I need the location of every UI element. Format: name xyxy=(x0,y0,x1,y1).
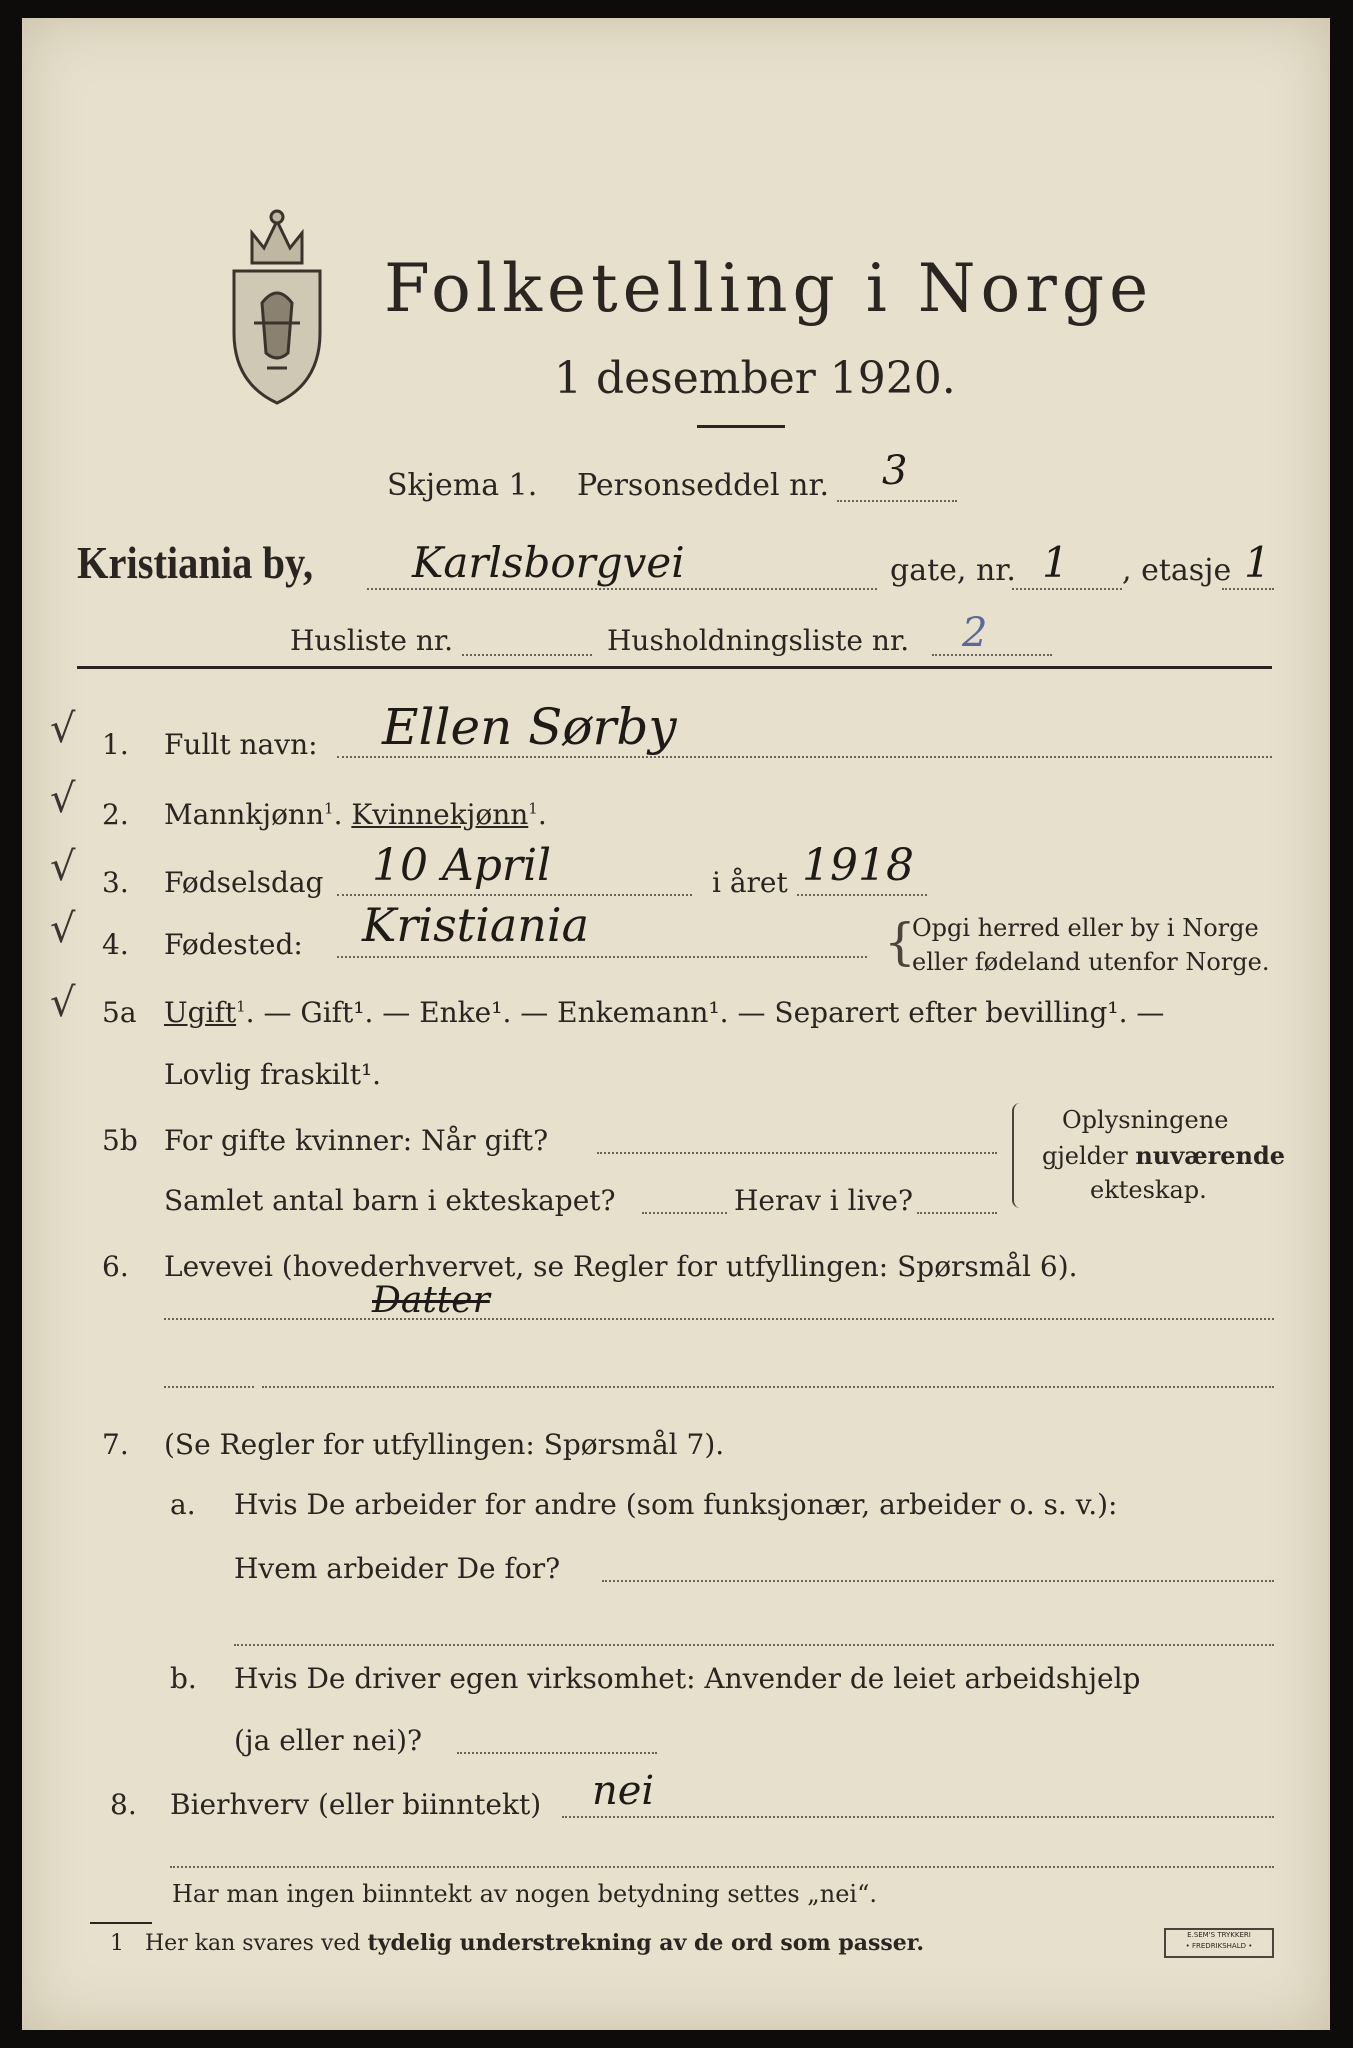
q5b-note-2: gjelder nuværende xyxy=(1042,1141,1286,1170)
personseddel-line xyxy=(837,500,957,502)
etasje-value: 1 xyxy=(1244,538,1271,587)
q5b-note-3: ekteskap. xyxy=(1090,1176,1207,1204)
q5a-line2: Lovlig fraskilt¹. xyxy=(164,1058,382,1091)
q6-line2 xyxy=(262,1386,1274,1388)
q5b-line2b: Herav i live? xyxy=(734,1184,913,1217)
q3-line xyxy=(337,894,692,896)
q6-label: Levevei (hovederhvervet, se Regler for utfyllingen: Spørsmål 6). xyxy=(164,1250,1078,1283)
husliste-label: Husliste nr. xyxy=(290,624,454,657)
husholdning-value: 2 xyxy=(962,610,988,656)
q4-brace-icon: { xyxy=(884,913,916,971)
header-divider xyxy=(77,666,1272,669)
q5b-note-1: Oplysningene xyxy=(1062,1106,1229,1134)
q5a-number: 5a xyxy=(102,996,137,1029)
q8-line xyxy=(562,1816,1274,1818)
etasje-line xyxy=(1222,588,1274,590)
check-mark-3: √ xyxy=(50,844,76,890)
q5b-line2b-dots xyxy=(917,1212,997,1214)
coat-of-arms-icon xyxy=(222,203,332,417)
q3-aret-line xyxy=(797,894,927,896)
gate-nr-line xyxy=(1012,588,1122,590)
q8-number: 8. xyxy=(110,1788,137,1821)
q1-line xyxy=(337,756,1272,758)
q1-label: Fullt navn: xyxy=(164,728,318,761)
check-mark-1: √ xyxy=(50,706,76,752)
q3-aret-value: 1918 xyxy=(802,840,914,891)
husholdning-line xyxy=(932,654,1052,656)
q6-number: 6. xyxy=(102,1250,129,1283)
skjema-label: Skjema 1. xyxy=(387,468,538,503)
personseddel-value: 3 xyxy=(882,448,908,494)
q8-label: Bierhverv (eller biinntekt) xyxy=(170,1788,542,1821)
printer-stamp: E.SEM'S TRYKKERI • FREDRIKSHALD • xyxy=(1164,1928,1274,1958)
q3-value: 10 April xyxy=(372,840,552,891)
option-mannkjonn: Mannkjønn xyxy=(164,798,325,831)
q5b-line2a: Samlet antal barn i ekteskapet? xyxy=(164,1184,616,1217)
q7a-line1: Hvis De arbeider for andre (som funksjonær, arbeider o. s. v.): xyxy=(234,1488,1118,1521)
option-kvinnekjonn: Kvinnekjønn xyxy=(351,798,529,831)
city-label: Kristiania by, xyxy=(77,537,314,588)
street-value: Karlsborgvei xyxy=(412,538,685,587)
gate-nr-value: 1 xyxy=(1042,538,1069,587)
option-ugift: Ugift xyxy=(164,996,237,1029)
q2-options: Mannkjønn$^1$. Kvinnekjønn$^1$. xyxy=(164,798,547,831)
q4-note-1: Opgi herred eller by i Norge xyxy=(912,914,1259,942)
etasje-label: , etasje xyxy=(1122,553,1232,588)
q5a-other-options: . — Gift¹. — Enke¹. — Enkemann¹. — Separert efter bevilling¹. — xyxy=(245,996,1165,1029)
q5b-line1: For gifte kvinner: Når gift? xyxy=(164,1124,549,1157)
footer-note: Har man ingen biinntekt av nogen betydning settes „nei“. xyxy=(172,1880,877,1908)
footnote: 1 Her kan svares ved tydelig understrekning av de ord som passer. xyxy=(110,1930,924,1956)
footnote-divider xyxy=(90,1922,152,1924)
husliste-line xyxy=(462,654,592,656)
q1-number: 1. xyxy=(102,728,129,761)
q3-number: 3. xyxy=(102,866,129,899)
q4-number: 4. xyxy=(102,928,129,961)
q3-label: Fødselsdag xyxy=(164,866,324,899)
q1-value: Ellen Sørby xyxy=(382,698,677,756)
q6-value: Datter xyxy=(372,1280,490,1321)
check-mark-5a: √ xyxy=(50,980,76,1026)
q7a-number: a. xyxy=(170,1488,196,1521)
q7-number: 7. xyxy=(102,1428,129,1461)
personseddel-label: Personseddel nr. xyxy=(577,468,830,503)
check-mark-2: √ xyxy=(50,776,76,822)
q3-aret-label: i året xyxy=(712,866,788,899)
q6-line1 xyxy=(164,1318,1274,1320)
q4-value: Kristiania xyxy=(362,898,590,952)
q4-line xyxy=(337,956,867,958)
q5b-line2a-dots xyxy=(642,1212,727,1214)
q7b-number: b. xyxy=(170,1662,197,1695)
q6-line2-short xyxy=(164,1386,254,1388)
q4-note-2: eller fødeland utenfor Norge. xyxy=(912,948,1270,976)
title-divider xyxy=(697,425,785,428)
q5b-line1-dots xyxy=(597,1152,997,1154)
check-mark-4: √ xyxy=(50,906,76,952)
q7-label: (Se Regler for utfyllingen: Spørsmål 7). xyxy=(164,1428,725,1461)
q7b-line2: (ja eller nei)? xyxy=(234,1724,423,1757)
q8-value: nei xyxy=(592,1768,655,1814)
census-form xyxy=(22,18,1330,2030)
q5b-bracket-icon xyxy=(1012,1103,1026,1208)
q7b-line2-dots xyxy=(457,1752,657,1754)
q5b-number: 5b xyxy=(102,1124,138,1157)
q5a-options: Ugift$^1$. — Gift¹. — Enke¹. — Enkemann¹. — Separert efter bevilling¹. — xyxy=(164,996,1165,1029)
q7b-line1: Hvis De driver egen virksomhet: Anvender de leiet arbeidshjelp xyxy=(234,1662,1141,1695)
q2-number: 2. xyxy=(102,798,129,831)
q7a-line2: Hvem arbeider De for? xyxy=(234,1552,561,1585)
form-date: 1 desember 1920. xyxy=(554,353,956,404)
street-line xyxy=(367,588,877,590)
form-title: Folketelling i Norge xyxy=(384,250,1154,327)
gate-label: gate, nr. xyxy=(890,553,1016,588)
q7a-line3-dots xyxy=(234,1644,1274,1646)
q7a-line2-dots xyxy=(602,1580,1274,1582)
q8-line2 xyxy=(170,1866,1274,1868)
husholdning-label: Husholdningsliste nr. xyxy=(607,624,910,657)
q4-label: Fødested: xyxy=(164,928,303,961)
